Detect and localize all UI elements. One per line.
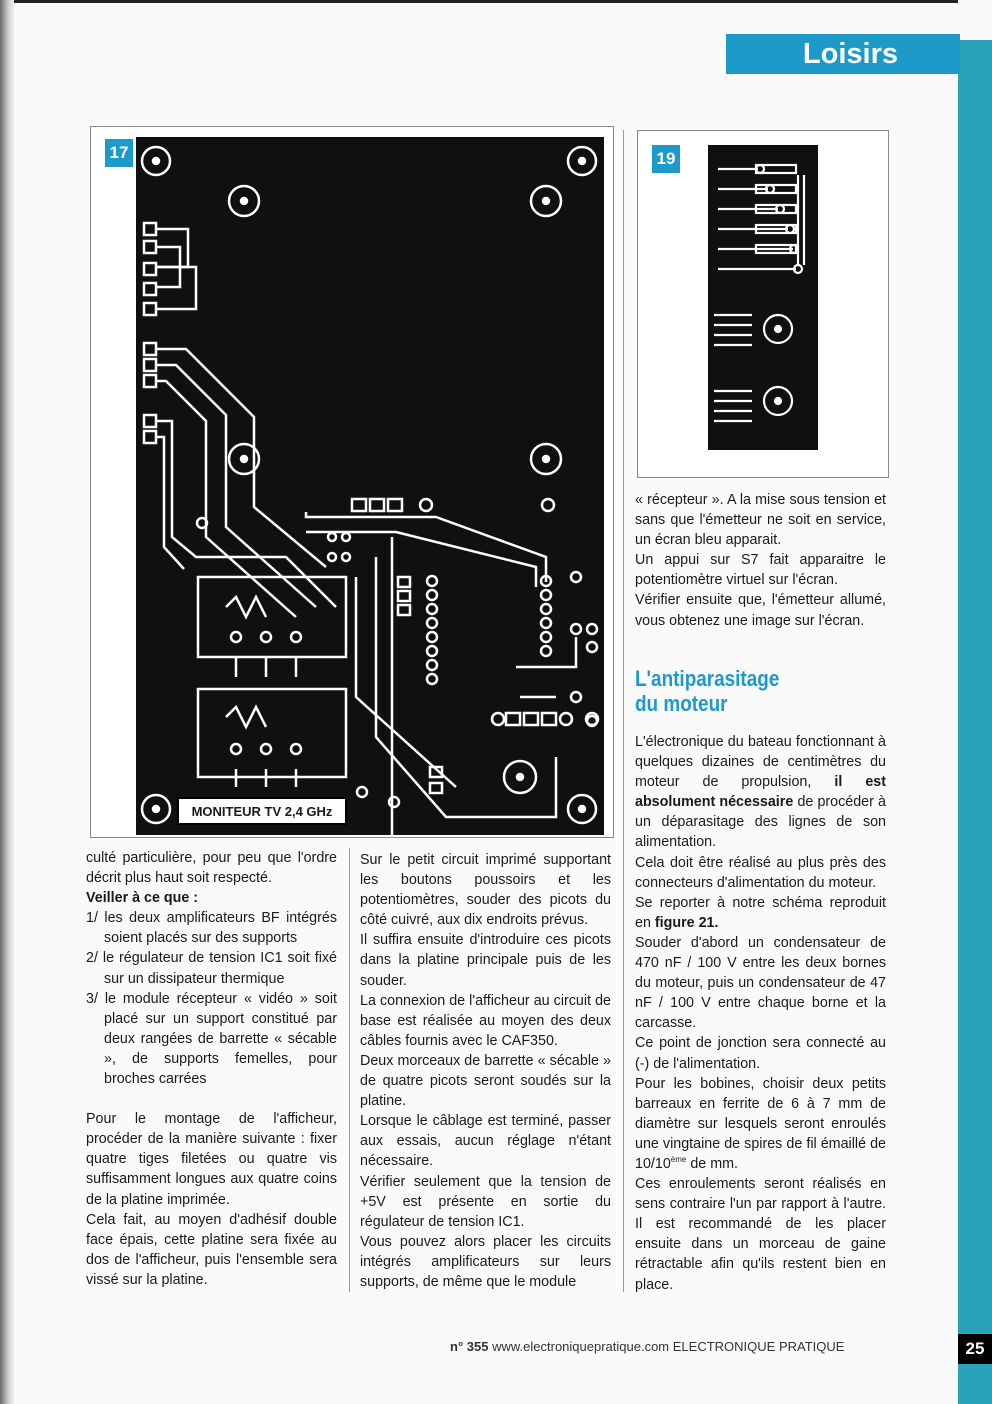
column-rule [349, 848, 350, 1292]
paragraph: Ce point de jonction sera connecté au (-) de l'alimentation. [635, 1035, 886, 1072]
paragraph: Ces enroulements seront réalisés en sens contraire l'un par rapport à l'autre. Il est recommandé de les placer ensuite dans un morceau de gaine rétractable afin qu'ils restent bien en place. [635, 1176, 886, 1293]
pcb-label: MONITEUR TV 2,4 GHz [177, 797, 347, 825]
paragraph: Vérifier ensuite que, l'émetteur allumé, vous obtenez une image sur l'écran. [635, 592, 886, 629]
pcb-layout-image [708, 145, 818, 450]
figure-number-badge: 19 [652, 145, 680, 173]
paragraph: Pour le montage de l'afficheur, procéder de la manière suivante : fixer quatre tiges filetées ou quatre vis suffisamment longues aux quatre coins de la platine imprimée. [86, 1111, 337, 1208]
text-column-3-top [635, 490, 886, 631]
column-rule [623, 130, 624, 1292]
page-footer [450, 1339, 844, 1354]
paragraph: culté particulière, pour peu que l'ordre décrit plus haut soit respecté. [86, 850, 337, 887]
paragraph: Cela doit être réalisé au plus près des connecteurs d'alimentation du moteur. [635, 854, 886, 891]
list-item: 3/ le module récepteur « vidéo » soit placé sur un support constitué par deux rangées de barrette « sécable », de supports femelles, pour broches carrées [86, 990, 337, 1088]
paragraph: Cela fait, au moyen d'adhésif double face épais, cette platine sera fixée au dos de l'afficheur, puis l'ensemble sera vissé sur la platine. [86, 1211, 337, 1288]
bold-lead: Veiller à ce que : [86, 890, 199, 907]
section-heading [635, 666, 779, 716]
text-column-3-bottom [635, 732, 886, 1295]
paragraph: Souder d'abord un condensateur de 470 nF / 100 V entre les deux bornes du moteur, puis un condensateur de 47 nF / 100 V entre chaque borne et la carcasse. [635, 934, 886, 1032]
page-number: 25 [958, 1334, 992, 1364]
issue-number: 355 [466, 1339, 489, 1354]
paragraph: « récepteur ». A la mise sous tension et sans que l'émetteur ne soit en service, un écran bleu apparait. [635, 492, 886, 549]
paragraph: Sur le petit circuit imprimé supportant les boutons poussoirs et les potentiomètres, souder des picots du côté cuivré, aux dix endroits prévus. [360, 852, 611, 929]
figure-17 [90, 126, 614, 838]
text-column-2 [360, 850, 611, 1292]
paragraph: Se reporter à notre schéma reproduit en figure 21. [635, 894, 886, 931]
issue-prefix: n° [450, 1339, 464, 1354]
paragraph: Deux morceaux de barrette « sécable » de quatre picots seront soudés sur la platine. [360, 1052, 611, 1110]
list-item: 1/ les deux amplificateurs BF intégrés soient placés sur des supports [86, 910, 337, 947]
side-color-strip [958, 0, 992, 1404]
list [86, 908, 337, 1089]
paragraph: Un appui sur S7 fait apparaitre le potentiomètre virtuel sur l'écran. [635, 552, 886, 589]
paragraph: Lorsque le câblage est terminé, passer aux essais, aucun réglage n'étant nécessaire. [360, 1113, 611, 1170]
paragraph: La connexion de l'afficheur au circuit de base est réalisée au moyen des deux câbles fournis avec le CAF350. [360, 992, 611, 1049]
section-tab: Loisirs [726, 34, 960, 74]
website-url: www.electroniquepratique.com [492, 1339, 670, 1354]
page-binding-edge [0, 0, 14, 1404]
pcb-layout-image [136, 137, 604, 835]
paragraph: Vous pouvez alors placer les circuits intégrés amplificateurs sur leurs supports, de même que le module [360, 1233, 611, 1290]
paragraph: L'électronique du bateau fonctionnant à quelques dizaines de centimètres du moteur de propulsion, il est absolument nécessaire de procéder à un déparasitage des lignes de son alimentation. [635, 734, 886, 851]
top-rule [0, 0, 992, 3]
heading-line: L'antiparasitage [635, 666, 780, 691]
paragraph: Il suffira ensuite d'introduire ces picots dans la platine principale puis de les souder. [360, 932, 611, 989]
heading-line: du moteur [635, 691, 728, 716]
text-column-1 [86, 848, 337, 1290]
figure-19 [637, 130, 889, 478]
list-item: 2/ le régulateur de tension IC1 soit fixé sur un dissipateur thermique [86, 950, 337, 987]
figure-number-badge: 17 [105, 139, 133, 167]
magazine-name: ELECTRONIQUE PRATIQUE [672, 1339, 845, 1354]
paragraph: Vérifier seulement que la tension de +5V est présente en sortie du régulateur de tension IC1. [360, 1173, 611, 1230]
paragraph: Pour les bobines, choisir deux petits barreaux en ferrite de 6 à 7 mm de diamètre sur lesquels seront enroulés une vingtaine de spires de fil émaillé de 10/10ème de mm. [635, 1075, 886, 1172]
